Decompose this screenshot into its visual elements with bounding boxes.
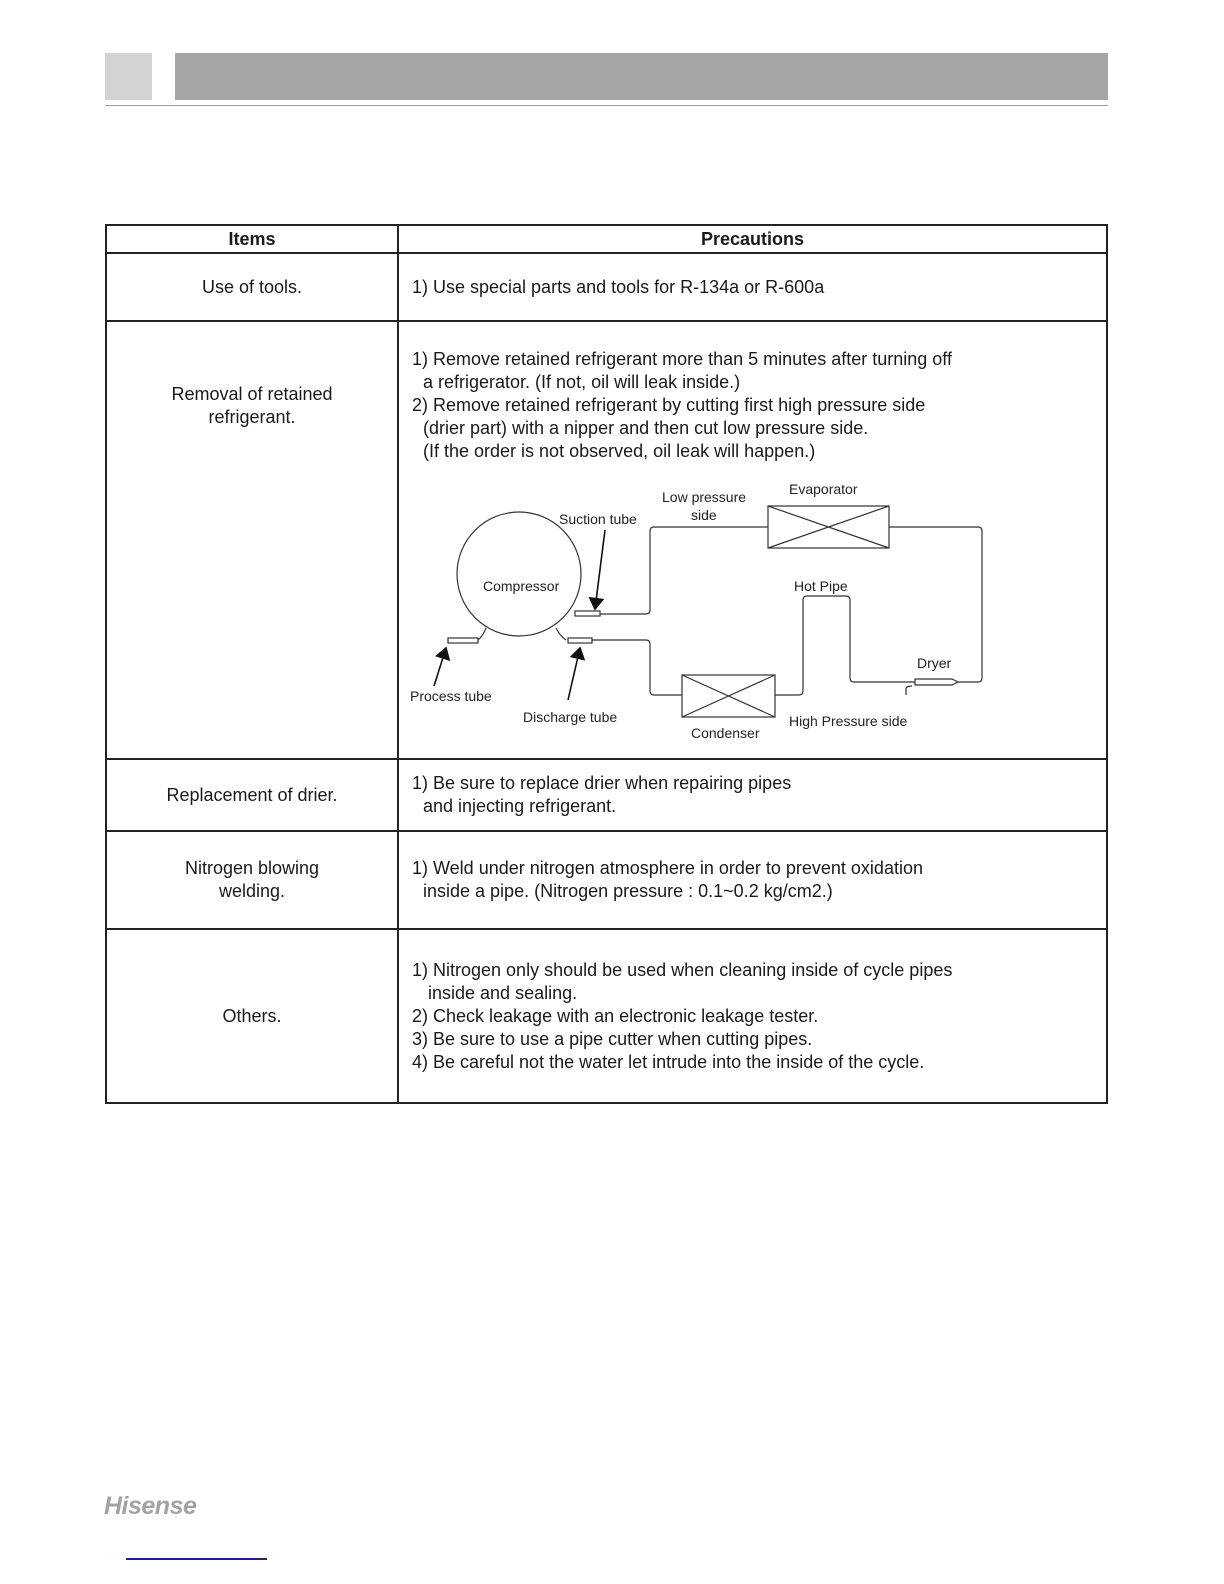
label-compressor: Compressor <box>483 578 560 594</box>
precaution-cell: 1) Use special parts and tools for R-134a or R-600a <box>398 253 1107 321</box>
item-cell: Nitrogen blowing welding. <box>106 831 398 929</box>
item-cell: Replacement of drier. <box>106 759 398 831</box>
label-suction-tube: Suction tube <box>559 511 637 527</box>
suction-tube-stub <box>575 611 600 616</box>
suction-arrow-icon <box>595 530 605 609</box>
label-low-pressure-side: side <box>691 507 717 523</box>
precaution-cell: 1) Be sure to replace drier when repairing pipes and injecting refrigerant. <box>398 759 1107 831</box>
dryer-shape <box>915 679 958 685</box>
label-dryer: Dryer <box>917 655 952 671</box>
item-cell: Others. <box>106 929 398 1103</box>
label-hot-pipe: Hot Pipe <box>794 578 848 594</box>
precaution-cell: 1) Remove retained refrigerant more than 5 minutes after turning off a refrigerator. (If not, oil will leak inside.) 2) Remove retained refrigerant by cutting first high pressure side (drier part) with a nipper and then cut low pressure side. (If the order is not observed, oil leak will happen.) <box>398 321 1107 759</box>
process-arrow-icon <box>434 648 446 686</box>
process-tube-stub <box>448 638 478 643</box>
item-cell: Removal of retained refrigerant. <box>106 321 398 759</box>
column-header-items: Items <box>106 225 398 253</box>
item-cell: Use of tools. <box>106 253 398 321</box>
label-evaporator: Evaporator <box>789 481 858 497</box>
discharge-arrow-icon <box>568 648 580 700</box>
label-low-pressure: Low pressure <box>662 489 747 505</box>
column-header-precautions: Precautions <box>398 225 1107 253</box>
label-discharge-tube: Discharge tube <box>523 709 618 725</box>
discharge-tube-stub <box>568 638 592 643</box>
label-process-tube: Process tube <box>410 688 492 704</box>
footer-rule <box>126 1558 267 1560</box>
label-condenser: Condenser <box>691 725 760 741</box>
hisense-logo: Hisense <box>104 1492 197 1520</box>
precaution-cell: 1) Weld under nitrogen atmosphere in order to prevent oxidation inside a pipe. (Nitrogen pressure : 0.1~0.2 kg/cm2.) <box>398 831 1107 929</box>
label-high-pressure-side: High Pressure side <box>789 713 908 729</box>
precaution-cell: 1) Nitrogen only should be used when cleaning inside of cycle pipes inside and sealing. 2) Check leakage with an electronic leakage tester. 3) Be sure to use a pipe cutter when cutting pipes. 4) Be careful not the water let intrude into the inside of the cycle. <box>398 929 1107 1103</box>
compressor-shape <box>457 512 581 636</box>
